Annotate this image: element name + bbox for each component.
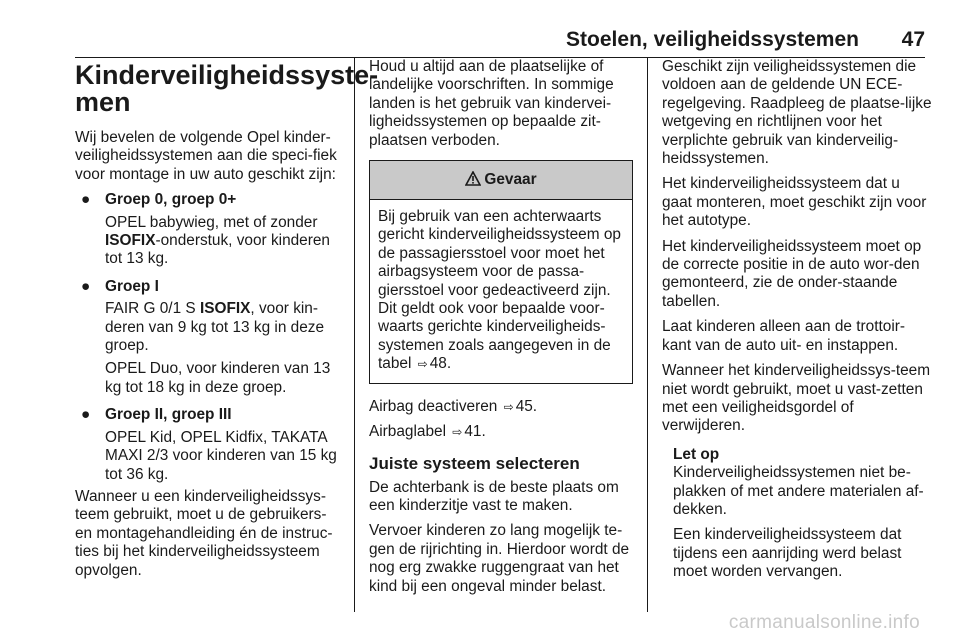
bullet-icon: ● — [81, 191, 91, 209]
page-ref[interactable]: 41. — [464, 423, 486, 441]
list-item — [75, 191, 343, 209]
note-block — [662, 446, 932, 582]
warning-box — [369, 160, 633, 384]
page-number: 47 — [901, 28, 925, 51]
group-description: OPEL babywieg, met of zonder ISOFIX-onderstuk, voor kinderen tot 13 kg. — [105, 213, 330, 268]
arrow-ref-icon: ⇨ — [503, 399, 514, 414]
group-title: Groep I — [105, 277, 159, 295]
warning-triangle-icon — [465, 163, 481, 201]
watermark: carmanualsonline.info — [728, 612, 920, 633]
section-heading — [75, 60, 379, 117]
column-3 — [662, 58, 932, 589]
page-header — [75, 26, 925, 58]
page-ref[interactable]: 45. — [515, 397, 538, 415]
column-1 — [75, 58, 379, 587]
warning-header — [370, 161, 632, 200]
group-title: Groep II, groep III — [105, 406, 232, 424]
isofix-term: ISOFIX — [105, 232, 156, 250]
body-paragraph: Het kinderveiligheidssysteem dat u gaat monteren, moet geschikt zijn voor het autotype. — [662, 175, 927, 230]
note-text: Een kinderveiligheidssysteem dat tijdens een aanrijding werd belast moet worden vervangen. — [673, 526, 902, 581]
group-description: OPEL Duo, voor kinderen van 13 kg tot 18 kg in deze groep. — [105, 360, 331, 396]
note-title: Let op — [673, 445, 720, 463]
warning-page-ref[interactable]: 48. — [429, 355, 452, 373]
arrow-ref-icon: ⇨ — [417, 357, 428, 372]
body-paragraph: Geschikt zijn veiligheidssystemen die voldoen aan de geldende UN ECE-regelgeving. Raadpleeg de plaatse‐lijke wetgeving en richtlijnen voor het verplichte gebruik van kinderveilig‐heidssystemen. — [662, 58, 932, 168]
group-description: OPEL Kid, OPEL Kidfix, TAKATA MAXI 2/3 voor kinderen van 15 kg tot 36 kg. — [105, 428, 337, 483]
column-divider-1 — [354, 58, 355, 612]
cross-reference-link[interactable]: Airbaglabel ⇨ 41. — [369, 423, 486, 441]
body-paragraph: De achterbank is de beste plaats om een kinderzitje vast te maken. — [369, 478, 619, 514]
column-divider-2 — [647, 58, 648, 612]
group-title: Groep 0, groep 0+ — [105, 191, 237, 209]
subsection-heading: Juiste systeem selecteren — [369, 453, 580, 473]
body-paragraph: Laat kinderen alleen aan de trottoir‐kant van de auto uit- en instappen. — [662, 318, 905, 354]
group-description: FAIR G 0/1 S ISOFIX, voor kin‐deren van 9 kg tot 13 kg in deze groep. — [105, 300, 325, 355]
regulations-paragraph: Houd u altijd aan de plaatselijke of landelijke voorschriften. In sommige landen is het gebruik van kindervei‐ligheidssystemen op bepaalde zit‐plaatsen verboden. — [369, 58, 614, 149]
list-item — [75, 278, 343, 296]
heading-line-1: Kinderveiligheidssyste‐ — [75, 60, 379, 90]
column-2 — [369, 58, 633, 603]
cross-reference-link[interactable]: Airbag deactiveren ⇨ 45. — [369, 397, 538, 415]
body-paragraph: Wanneer het kinderveiligheidssys‐teem niet wordt gebruikt, moet u vast‐zetten met een veiligheidsgordel of verwijderen. — [662, 362, 931, 435]
arrow-ref-icon: ⇨ — [452, 425, 463, 440]
list-item — [75, 406, 343, 424]
intro-paragraph: Wij bevelen de volgende Opel kinder‐veiligheidssystemen aan die speci‐fiek voor montage in uw auto geschikt zijn: — [75, 129, 337, 183]
header-title: Stoelen, veiligheidssystemen — [566, 28, 859, 51]
bullet-icon: ● — [81, 277, 91, 295]
heading-line-2: men — [75, 87, 131, 117]
bullet-icon: ● — [81, 406, 91, 424]
note-text: Kinderveiligheidssystemen niet be‐plakken of met andere materialen af‐dekken. — [673, 464, 924, 518]
warning-body: Bij gebruik van een achterwaarts gericht kinderveiligheidssysteem op de passagiersstoel voor moet het airbagsysteem voor de passa‐giersstoel voor gedeactiveerd zijn. Dit geldt ook voor bepaalde voor‐waarts gerichte kinderveiligheids‐systemen zoals aangegeven in de tabel ⇨ 48. — [378, 208, 621, 373]
body-paragraph: Vervoer kinderen zo lang mogelijk te‐gen de rijrichting in. Hierdoor wordt de nog erg zwakke ruggengraat van het kind bij een ongeval minder belast. — [369, 522, 630, 595]
warning-title: Gevaar — [484, 171, 537, 189]
isofix-term: ISOFIX — [199, 300, 251, 318]
closing-paragraph: Wanneer u een kinderveiligheidssys‐teem gebruikt, moet u de gebruikers‐en montagehandleiding én de instruc‐ties bij het kinderveiligheidssysteem opvolgen. — [75, 487, 333, 579]
body-paragraph: Het kinderveiligheidssysteem moet op de correcte positie in de auto wor‐den gemonteerd, zie de onder‐staande tabellen. — [662, 237, 922, 310]
